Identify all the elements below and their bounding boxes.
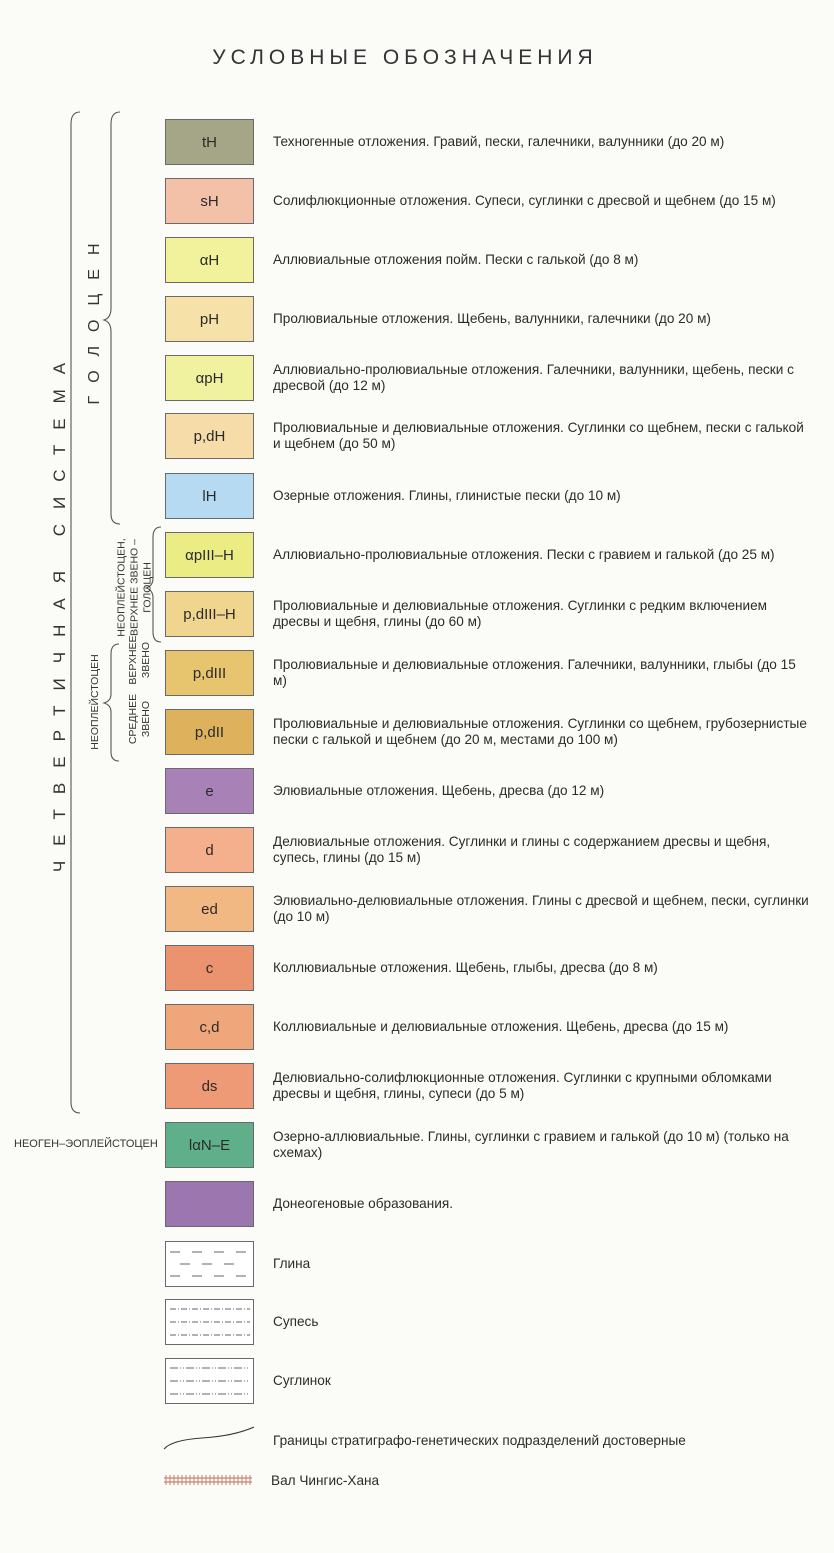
- legend-description: Пролювиальные отложения. Щебень, валунники, галечники (до 20 м): [273, 311, 711, 326]
- middle-link-label: СРЕДНЕЕ ЗВЕНО: [127, 693, 152, 745]
- legend-code: tH: [202, 133, 217, 151]
- legend-description: Аллювиальные отложения пойм. Пески с галькой (до 8 м): [273, 252, 639, 267]
- sandy-loam-label: Супесь: [273, 1314, 319, 1329]
- legend-description: Донеогеновые образования.: [273, 1196, 453, 1211]
- legend-swatch: [165, 119, 254, 165]
- boundary-line-symbol: [162, 1424, 257, 1454]
- legend-description: Элювиально-делювиальные отложения. Глины с дресвой и щебнем, пески, суглинки (до 10 м): [273, 893, 809, 924]
- clay-pattern: [165, 1241, 254, 1287]
- sandy-loam-pattern: [165, 1299, 254, 1345]
- legend-code: p,dII: [194, 723, 225, 741]
- legend-code: c: [205, 959, 214, 977]
- neogen-eopleistocene-label: НЕОГЕН–ЭОПЛЕЙСТОЦЕН: [14, 1138, 158, 1150]
- upper-link-label: ВЕРХНЕЕ ЗВЕНО: [127, 635, 152, 685]
- legend-code: e: [205, 782, 214, 800]
- legend-code: lαN–E: [188, 1136, 231, 1154]
- legend-code: pH: [199, 310, 220, 328]
- legend-swatch: [165, 709, 254, 755]
- legend-code: p,dIII: [192, 664, 227, 682]
- legend-description: Техногенные отложения. Гравий, пески, галечники, валунники (до 20 м): [273, 134, 725, 149]
- system-bracket: [71, 112, 80, 1113]
- legend-swatch: [165, 355, 254, 401]
- legend-swatch: [165, 1063, 254, 1109]
- legend-swatch: [165, 886, 254, 932]
- legend-swatch: [165, 768, 254, 814]
- legend-code: αpIII–H: [185, 546, 234, 564]
- legend-description: Пролювиальные и делювиальные отложения. Суглинки со щебнем, грубозернистые пески с галькой и щебнем (до 20 м, местами до 100 м): [273, 716, 807, 747]
- legend-description: Пролювиальные и делювиальные отложения. Суглинки со щебнем, пески с галькой и щебнем (до 50 м): [273, 420, 804, 451]
- neopleistocene-upper-holocene-label: НЕОПЛЕЙСТОЦЕН, ВЕРХНЕЕ ЗВЕНО – ГОЛОЦЕН: [115, 538, 154, 637]
- legend-description: Пролювиальные и делювиальные отложения. Суглинки с редким включением дресвы и щебня, глины (до 60 м): [273, 598, 768, 629]
- legend-description: Делювиально-солифлюкционные отложения. Суглинки с крупными обломками дресвы и щебня, глины, супеси (до 5 м): [273, 1070, 772, 1101]
- legend-title: УСЛОВНЫЕ ОБОЗНАЧЕНИЯ: [212, 46, 598, 69]
- legend-swatch: [165, 237, 254, 283]
- legend-description: Солифлюкционные отложения. Супеси, суглинки с дресвой и щебнем (до 15 м): [273, 193, 776, 208]
- legend-code: αH: [199, 251, 220, 269]
- legend-description: Аллювиально-пролювиальные отложения. Галечники, валунники, щебень, пески с дресвой (до 12 м): [273, 362, 794, 393]
- legend-code: ds: [201, 1077, 218, 1095]
- legend-swatch: [165, 945, 254, 991]
- legend-description: Делювиальные отложения. Суглинки и глины с содержанием дресвы и щебня, супесь, глины (до 15 м): [273, 834, 771, 865]
- legend-swatch: [165, 296, 254, 342]
- legend-description: Озерные отложения. Глины, глинистые пески (до 10 м): [273, 488, 621, 503]
- legend-swatch: [165, 591, 254, 637]
- genghis-khan-wall-symbol: [162, 1472, 257, 1488]
- loam-pattern: [165, 1358, 254, 1404]
- holocene-label: ГОЛОЦЕН: [86, 229, 103, 405]
- legend-swatch: [165, 650, 254, 696]
- clay-label: Глина: [273, 1256, 311, 1271]
- legend-swatch: [165, 1004, 254, 1050]
- legend-description: Аллювиально-пролювиальные отложения. Пески с гравием и галькой (до 25 м): [273, 547, 775, 562]
- neopleistocene-brace: [104, 644, 119, 761]
- legend-swatch: [165, 413, 254, 459]
- legend-description: Пролювиальные и делювиальные отложения. Галечники, валунники, глыбы (до 15 м): [273, 657, 796, 688]
- neopleistocene-label: НЕОПЛЕЙСТОЦЕН: [89, 654, 101, 750]
- legend-code: p,dH: [193, 427, 226, 445]
- legend-swatch: [165, 827, 254, 873]
- legend-description: Озерно-аллювиальные. Глины, суглинки с гравием и галькой (до 10 м) (только на схемах): [273, 1129, 789, 1160]
- loam-label: Суглинок: [273, 1373, 331, 1388]
- boundary-line-label: Границы стратиграфо-генетических подразделений достоверные: [273, 1433, 686, 1448]
- legend-swatch: [165, 1181, 254, 1227]
- legend-description: Коллювиальные отложения. Щебень, глыбы, дресва (до 8 м): [273, 960, 658, 975]
- legend-swatch: [165, 1122, 254, 1168]
- legend-swatch: [165, 473, 254, 519]
- legend-description: Элювиальные отложения. Щебень, дресва (до 12 м): [273, 783, 605, 798]
- legend-swatch: [165, 178, 254, 224]
- legend-code: d: [205, 841, 214, 859]
- legend-code: αpH: [195, 369, 224, 387]
- legend-code: p,dIII–H: [183, 605, 236, 623]
- legend-code: c,d: [199, 1018, 220, 1036]
- legend-swatch: [165, 532, 254, 578]
- legend-code: lH: [202, 487, 217, 505]
- quaternary-system-label: ЧЕТВЕРТИЧНАЯ СИСТЕМА: [50, 347, 69, 873]
- legend-code: sH: [200, 192, 219, 210]
- genghis-khan-wall-label: Вал Чингис-Хана: [271, 1473, 380, 1488]
- legend-code: ed: [201, 900, 218, 918]
- holocene-brace: [104, 112, 120, 524]
- legend-description: Коллювиальные и делювиальные отложения. Щебень, дресва (до 15 м): [273, 1019, 729, 1034]
